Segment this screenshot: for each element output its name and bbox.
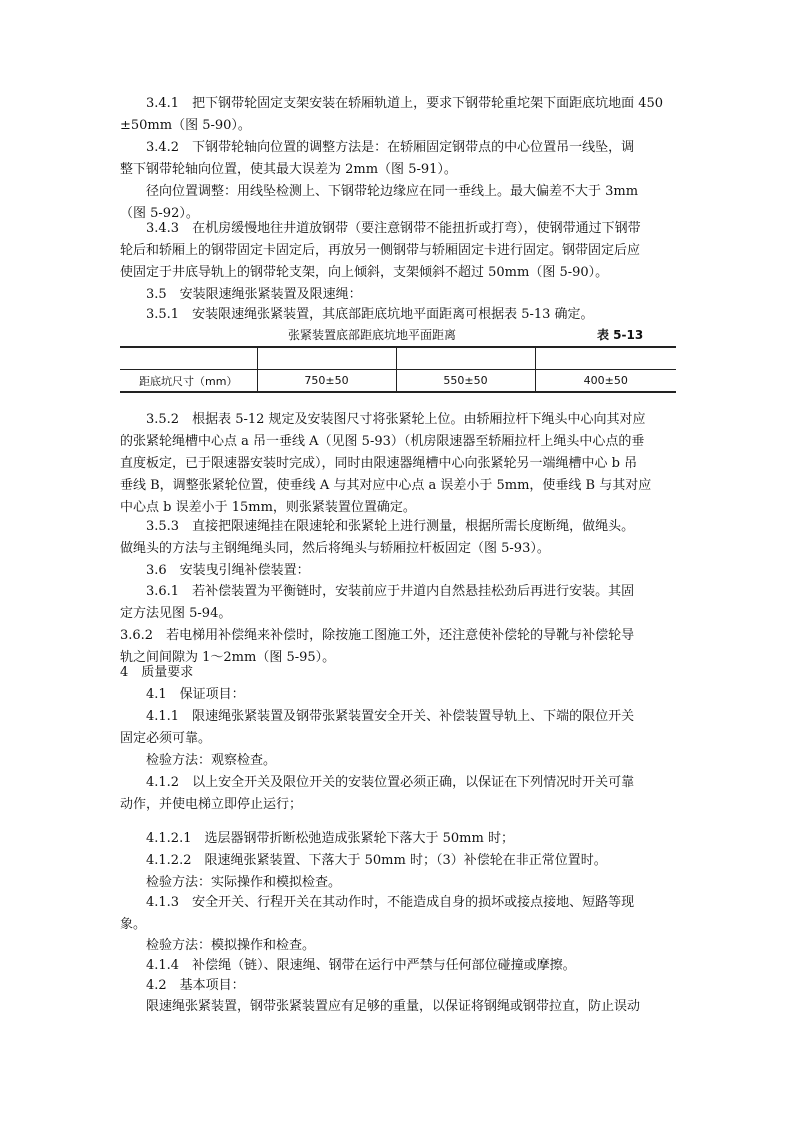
table-header-cell (535, 347, 676, 370)
table-row-label: 距底坑尺寸（mm） (120, 370, 257, 393)
para-4-1-4: 4.1.4 补偿绳（链）、限速绳、钢带在运行中严禁与任何部位碰撞或摩擦。 (146, 958, 576, 973)
para-3-5-3-line-2: 做绳头的方法与主钢绳绳头同，然后将绳头与轿厢拉杆板固定（图 5-93）。 (120, 541, 550, 556)
para-3-6-1-line-1: 3.6.1 若补偿装置为平衡链时，安装前应于井道内自然悬挂松劲后再进行安装。其固 (146, 584, 635, 599)
para-radial-line-1: 径向位置调整：用线坠检测上、下钢带轮边缘应在同一垂线上。最大偏差不大于 3mm (146, 184, 639, 199)
inspection-method-2: 检验方法：实际操作和模拟检查。 (146, 875, 342, 890)
para-4-1-2-2: 4.1.2.2 限速绳张紧装置、下落大于 50mm 时；（3）补偿轮在非正常位置时。 (146, 853, 607, 868)
heading-3-5: 3.5 安装限速绳张紧装置及限速绳： (146, 287, 362, 302)
para-3-5-2-line-4: 垂线 B，调整张紧轮位置，使垂线 A 与其对应中心点 a 误差小于 5mm，使垂线 B 与其对应 (120, 478, 652, 493)
para-3-4-3-line-1: 3.4.3 在机房缓慢地往井道放钢带（要注意钢带不能扭折或打弯），使钢带通过下钢带 (146, 221, 641, 236)
table-header-cell (120, 347, 257, 370)
para-3-4-1-line-2: ±50mm（图 5-90）。 (120, 118, 251, 133)
table-title: 张紧装置底部距底坑地平面距离 (288, 328, 457, 342)
para-3-4-3-line-3: 使固定于井底导轨上的钢带轮支架，向上倾斜，支架倾斜不超过 50mm（图 5-90）。 (120, 265, 609, 280)
para-3-6-1-line-2: 定方法见图 5-94。 (120, 606, 232, 621)
para-4-1-2-line-2: 动作，并使电梯立即停止运行； (120, 797, 303, 812)
para-4-1-1-line-2: 固定必须可靠。 (120, 731, 212, 746)
para-3-5-2-line-2: 的张紧轮绳槽中心点 a 吊一垂线 A（见图 5-93）（机房限速器至轿厢拉杆上绳头中心点的垂 (120, 434, 645, 449)
para-4-1-2-1: 4.1.2.1 选层器钢带折断松弛造成张紧轮下落大于 50mm 时； (146, 831, 514, 846)
heading-4-2: 4.2 基本项目： (146, 978, 245, 993)
table-cell-value: 400±50 (535, 370, 676, 393)
para-3-6-2-line-2: 轨之间间隙为 1～2mm（图 5-95）。 (120, 650, 336, 665)
para-3-5-1: 3.5.1 安装限速绳张紧装置，其底部距底坑地平面距离可根据表 5-13 确定。 (146, 307, 594, 322)
table-cell-value: 750±50 (257, 370, 396, 393)
para-3-5-3-line-1: 3.5.3 直接把限速绳挂在限速轮和张紧轮上进行测量，根据所需长度断绳，做绳头。 (146, 519, 635, 534)
para-4-1-2-line-1: 4.1.2 以上安全开关及限位开关的安装位置必须正确，以保证在下列情况时开关可靠 (146, 775, 635, 790)
heading-4-1: 4.1 保证项目： (146, 687, 245, 702)
para-3-5-2-line-1: 3.5.2 根据表 5-12 规定及安装图尺寸将张紧轮上位。由轿厢拉杆下绳头中心向其对应 (146, 412, 646, 427)
para-4-1-3-line-2: 象。 (120, 917, 147, 932)
table-cell-value: 550±50 (396, 370, 535, 393)
table-header-row (120, 347, 676, 370)
table-number: 表 5-13 (597, 328, 644, 342)
para-3-6-2-line-1: 3.6.2 若电梯用补偿绳来补偿时，除按施工图施工外，还注意使补偿轮的导靴与补偿轮导 (120, 628, 635, 643)
inspection-method-3: 检验方法：模拟操作和检查。 (146, 938, 316, 953)
para-3-4-3-line-2: 轮后和轿厢上的钢带固定卡固定后，再放另一侧钢带与轿厢固定卡进行固定。钢带固定后应 (120, 243, 641, 258)
para-4-1-3-line-1: 4.1.3 安全开关、行程开关在其动作时，不能造成自身的损坏或接点接地、短路等现 (146, 895, 635, 910)
para-3-5-2-line-3: 直度板定，已于限速器安装时完成），同时由限速器绳槽中心向张紧轮另一端绳槽中心 b 吊 (120, 456, 638, 471)
clearance-table (120, 346, 676, 393)
inspection-method-1: 检验方法：观察检查。 (146, 753, 277, 768)
para-4-2-line-1: 限速绳张紧装置，钢带张紧装置应有足够的重量，以保证将钢绳或钢带拉直，防止误动 (146, 999, 641, 1014)
table-header-cell (396, 347, 535, 370)
heading-4: 4 质量要求 (120, 665, 194, 680)
table-row (120, 370, 676, 393)
para-3-4-1-line-1: 3.4.1 把下钢带轮固定支架安装在轿厢轨道上，要求下钢带轮重坨架下面距底坑地面 450 (146, 96, 664, 111)
para-3-4-2-line-1: 3.4.2 下钢带轮轴向位置的调整方法是：在轿厢固定钢带点的中心位置吊一线坠，调 (146, 140, 635, 155)
table-header-cell (257, 347, 396, 370)
heading-3-6: 3.6 安装曳引绳补偿装置： (146, 563, 310, 578)
para-3-4-2-line-2: 整下钢带轮轴向位置，使其最大误差为 2mm（图 5-91）。 (120, 162, 457, 177)
para-3-5-2-line-5: 中心点 b 误差小于 15mm，则张紧装置位置确定。 (120, 500, 416, 515)
para-4-1-1-line-1: 4.1.1 限速绳张紧装置及钢带张紧装置安全开关、补偿装置导轨上、下端的限位开关 (146, 709, 635, 724)
para-radial-line-2: （图 5-92）。 (120, 206, 199, 221)
